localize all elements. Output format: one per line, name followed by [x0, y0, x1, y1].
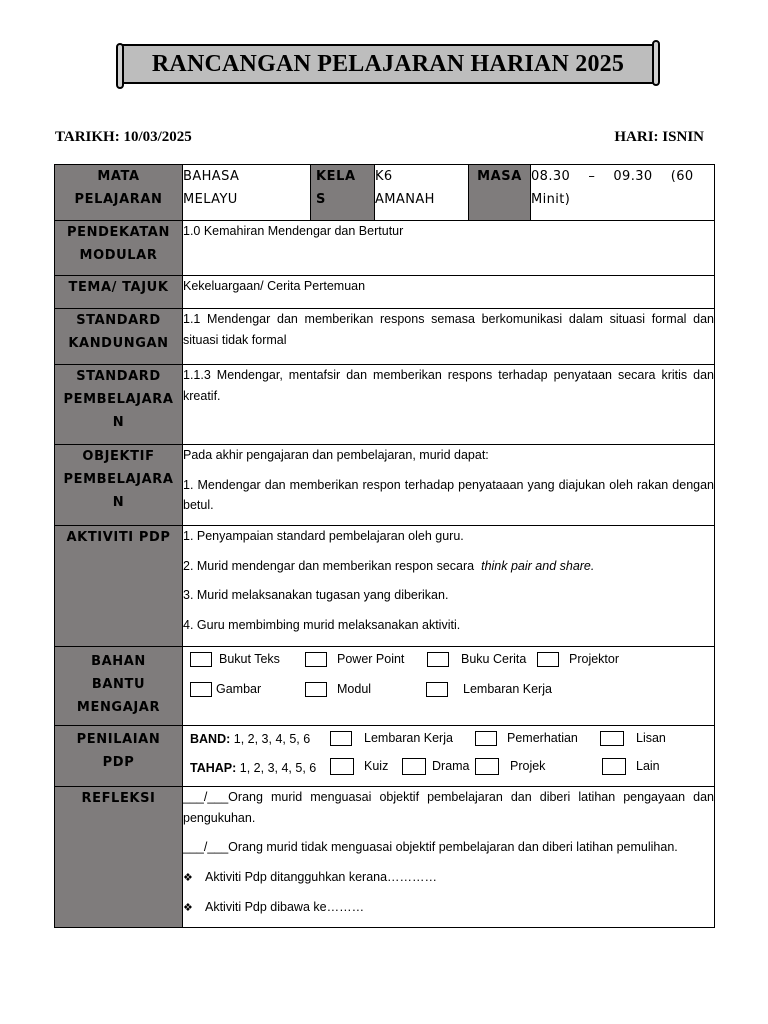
diamond-bullet-icon: ❖	[183, 871, 193, 884]
standard-kandungan-value: 1.1 Mendengar dan memberikan respons semasa berkomunikasi dalam situasi formal dan situasi tidak formal	[183, 309, 715, 365]
table-row	[55, 221, 715, 276]
table-row	[55, 276, 715, 309]
table-row	[55, 787, 715, 928]
masa-value: 08.30 – 09.30 (60 Minit)	[531, 165, 715, 221]
table-row	[55, 165, 715, 221]
checkbox-box	[475, 731, 497, 746]
tema-value: Kekeluargaan/ Cerita Pertemuan	[183, 276, 715, 309]
table-row	[55, 365, 715, 445]
checkbox-lain[interactable]: Lain	[602, 756, 660, 777]
list-item: 1. Penyampaian standard pembelajaran oleh guru.	[183, 529, 464, 543]
checkbox-buku-cerita[interactable]: Buku Cerita	[427, 649, 526, 670]
checkbox-box	[305, 652, 327, 667]
checkbox-lembaran-kerja[interactable]: Lembaran Kerja	[426, 679, 552, 700]
aktiviti-label: AKTIVITI PDP	[55, 526, 183, 647]
checkbox-box	[190, 682, 212, 697]
checkbox-lisan[interactable]: Lisan	[600, 728, 666, 749]
checkbox-lembaran-kerja-pdp[interactable]: Lembaran Kerja	[330, 728, 453, 749]
list-item: ❖ Aktiviti Pdp dibawa ke………	[183, 897, 714, 919]
hari-label: HARI: ISNIN	[614, 129, 704, 145]
band-scale: BAND: 1, 2, 3, 4, 5, 6	[190, 732, 311, 746]
checkbox-box	[305, 682, 327, 697]
bbm-options	[183, 647, 715, 726]
table-row	[55, 647, 715, 726]
checkbox-box	[602, 758, 626, 775]
checkbox-projek[interactable]: Projek	[475, 756, 545, 777]
masa-label: MASA	[469, 165, 531, 221]
table-row	[55, 726, 715, 787]
aktiviti-value	[183, 526, 715, 647]
mata-pelajaran-label: MATA PELAJARAN	[55, 165, 183, 221]
subject-value: BAHASA MELAYU	[183, 165, 311, 221]
table-row	[55, 309, 715, 365]
pendekatan-value: 1.0 Kemahiran Mendengar dan Bertutur	[183, 221, 715, 276]
bbm-label: BAHAN BANTU MENGAJAR	[55, 647, 183, 726]
diamond-bullet-icon: ❖	[183, 902, 193, 914]
standard-pembelajaran-value: 1.1.3 Mendengar, mentafsir dan memberikan respons terhadap penyataan secara kritis dan kreatif.	[183, 365, 715, 445]
checkbox-box	[600, 731, 624, 746]
standard-kandungan-label: STANDARD KANDUNGAN	[55, 309, 183, 365]
table-row	[55, 526, 715, 647]
kelas-value: K6 AMANAH	[375, 165, 469, 221]
title-banner	[118, 44, 658, 84]
lesson-plan-table	[54, 164, 715, 928]
list-item: 2. Murid mendengar dan memberikan respon secara think pair and share.	[183, 558, 595, 573]
penilaian-label: PENILAIAN PDP	[55, 726, 183, 787]
checkbox-pemerhatian[interactable]: Pemerhatian	[475, 728, 578, 749]
refleksi-label: REFLEKSI	[55, 787, 183, 928]
checkbox-drama[interactable]: Drama	[402, 756, 470, 777]
refleksi-value: ___/___Orang murid menguasai objektif pembelajaran dan diberi latihan pengayaan dan pengukuhan. ___/___Orang murid tidak menguasai objektif pembelajaran dan diberi latihan pemulihan. ❖ Aktiviti Pdp ditangguhkan kerana………… ❖ Aktiviti Pdp dibawa ke………	[183, 787, 715, 928]
list-item: ❖ Aktiviti Pdp ditangguhkan kerana…………	[183, 867, 714, 889]
checkbox-box	[330, 731, 352, 746]
checkbox-box	[190, 652, 212, 667]
checkbox-gambar[interactable]: Gambar	[190, 679, 261, 700]
list-item: 4. Guru membimbing murid melaksanakan aktiviti.	[183, 617, 461, 632]
objektif-label: OBJEKTIF PEMBELAJARA N	[55, 445, 183, 526]
checkbox-power-point[interactable]: Power Point	[305, 649, 404, 670]
checkbox-box	[402, 758, 426, 775]
checkbox-projektor[interactable]: Projektor	[537, 649, 619, 670]
checkbox-box	[537, 652, 559, 667]
list-item: 3. Murid melaksanakan tugasan yang diberikan.	[183, 588, 449, 602]
checkbox-box	[475, 758, 499, 775]
checkbox-box	[427, 652, 449, 667]
objektif-value: Pada akhir pengajaran dan pembelajaran, murid dapat: 1. Mendengar dan memberikan respon terhadap penyataaan yang diajukan oleh rakan dengan betul.	[183, 445, 715, 526]
page-title: RANCANGAN PELAJARAN HARIAN 2025	[151, 50, 625, 77]
table-row	[55, 445, 715, 526]
pendekatan-label: PENDEKATAN MODULAR	[55, 221, 183, 276]
checkbox-kuiz[interactable]: Kuiz	[330, 756, 388, 777]
tema-label: TEMA/ TAJUK	[55, 276, 183, 309]
standard-pembelajaran-label: STANDARD PEMBELAJARA N	[55, 365, 183, 445]
tahap-scale: TAHAP: 1, 2, 3, 4, 5, 6	[190, 761, 317, 775]
tarikh-label: TARIKH: 10/03/2025	[55, 129, 192, 145]
checkbox-box	[330, 758, 354, 775]
checkbox-modul[interactable]: Modul	[305, 679, 371, 700]
checkbox-box	[426, 682, 448, 697]
checkbox-buku-teks[interactable]: Bukut Teks	[190, 649, 280, 670]
kelas-label: KELA S	[311, 165, 375, 221]
penilaian-options	[183, 726, 715, 787]
